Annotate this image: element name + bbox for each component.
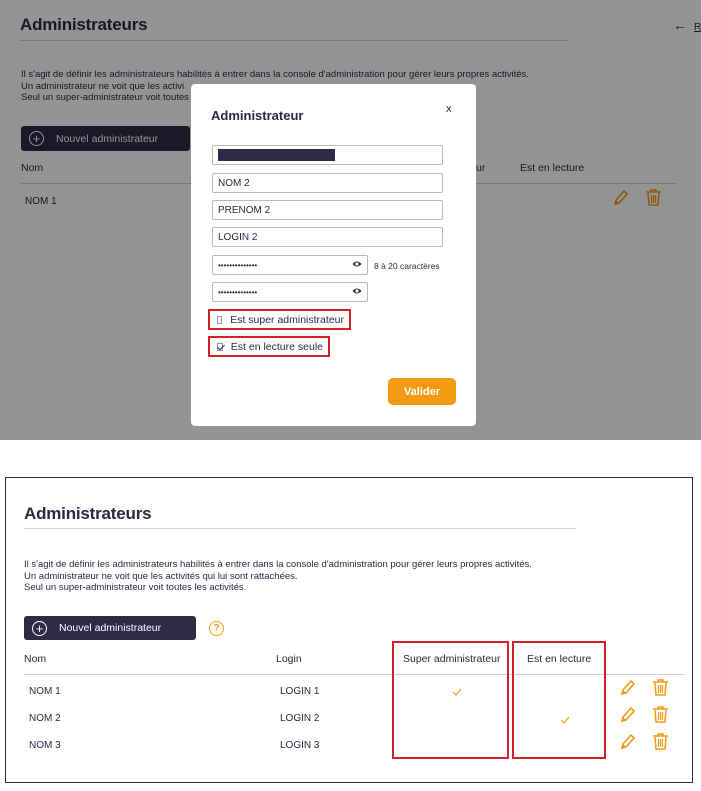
row-1-login: LOGIN 1 (280, 686, 320, 697)
column-header-super-admin: Super administrateur (403, 653, 501, 665)
login-field[interactable]: LOGIN 2 (212, 227, 443, 247)
page-description: Il s'agit de définir les administrateurs habilités à entrer dans la console d'administration pour gérer leurs propres activités. Un administrateur ne voit que les activités qui lui sont rattachées. Seul un super-administrateur voit toutes les activités. (24, 559, 532, 593)
password-field[interactable]: •••••••••••••• (212, 255, 368, 275)
row-1-nom: NOM 1 (25, 196, 57, 207)
column-header-login: Login (276, 653, 302, 665)
column-header-read-only: Est en lecture (527, 653, 592, 665)
help-icon[interactable]: ? (209, 621, 224, 636)
column-header-read-only: Est en lecture (520, 162, 585, 174)
read-only-checkbox[interactable] (217, 343, 223, 351)
admin-modal (191, 84, 476, 426)
pencil-icon[interactable] (619, 733, 635, 756)
read-only-column-highlight (512, 641, 606, 759)
trash-icon[interactable] (652, 732, 669, 756)
submit-button[interactable]: Valider (388, 378, 456, 405)
new-admin-button[interactable]: + Nouvel administrateur (21, 126, 190, 151)
column-header-nom: Nom (24, 653, 47, 665)
prenom-field[interactable]: PRENOM 2 (212, 200, 443, 220)
plus-circle-icon: + (29, 131, 44, 146)
redacted-value (218, 149, 335, 161)
pencil-icon[interactable] (619, 679, 635, 702)
modal-title: Administrateur (211, 108, 304, 123)
password-confirm-field[interactable]: •••••••••••••• (212, 282, 368, 302)
super-admin-checkbox-row[interactable]: Est super administrateur (208, 309, 351, 330)
password-hint: 8 à 20 caractères (374, 261, 440, 271)
eye-icon[interactable] (352, 287, 362, 297)
email-field[interactable] (212, 145, 443, 165)
page-title: Administrateurs (20, 15, 148, 34)
super-admin-column-highlight (392, 641, 509, 759)
pencil-icon[interactable] (619, 706, 635, 729)
row-1-nom: NOM 1 (29, 686, 61, 697)
page-title: Administrateurs (24, 504, 152, 523)
new-admin-button[interactable]: + Nouvel administrateur (24, 616, 196, 640)
title-divider (24, 528, 576, 529)
row-3-login: LOGIN 3 (280, 740, 320, 751)
super-admin-checkbox[interactable] (217, 316, 222, 324)
row-3-nom: NOM 3 (29, 740, 61, 751)
page-description: Il s'agit de définir les administrateurs habilités à entrer dans la console d'administration pour gérer leurs propres activités. Un administrateur ne voit que les activi Seul un super-administrateur voit toutes (21, 69, 529, 103)
column-header-nom: Nom (21, 162, 44, 174)
trash-icon[interactable] (652, 678, 669, 702)
eye-icon[interactable] (352, 260, 362, 270)
admin-list-panel (5, 477, 693, 783)
nom-field[interactable]: NOM 2 (212, 173, 443, 193)
close-icon[interactable]: x (446, 103, 452, 115)
row-2-login: LOGIN 2 (280, 713, 320, 724)
trash-icon[interactable] (652, 705, 669, 729)
column-header-super-admin-partial: ur (476, 162, 486, 174)
back-link[interactable]: R (694, 22, 701, 33)
row-2-nom: NOM 2 (29, 713, 61, 724)
plus-circle-icon: + (32, 621, 47, 636)
arrow-left-icon[interactable]: ← (673, 17, 687, 33)
read-only-checkbox-row[interactable]: Est en lecture seule (208, 336, 330, 357)
